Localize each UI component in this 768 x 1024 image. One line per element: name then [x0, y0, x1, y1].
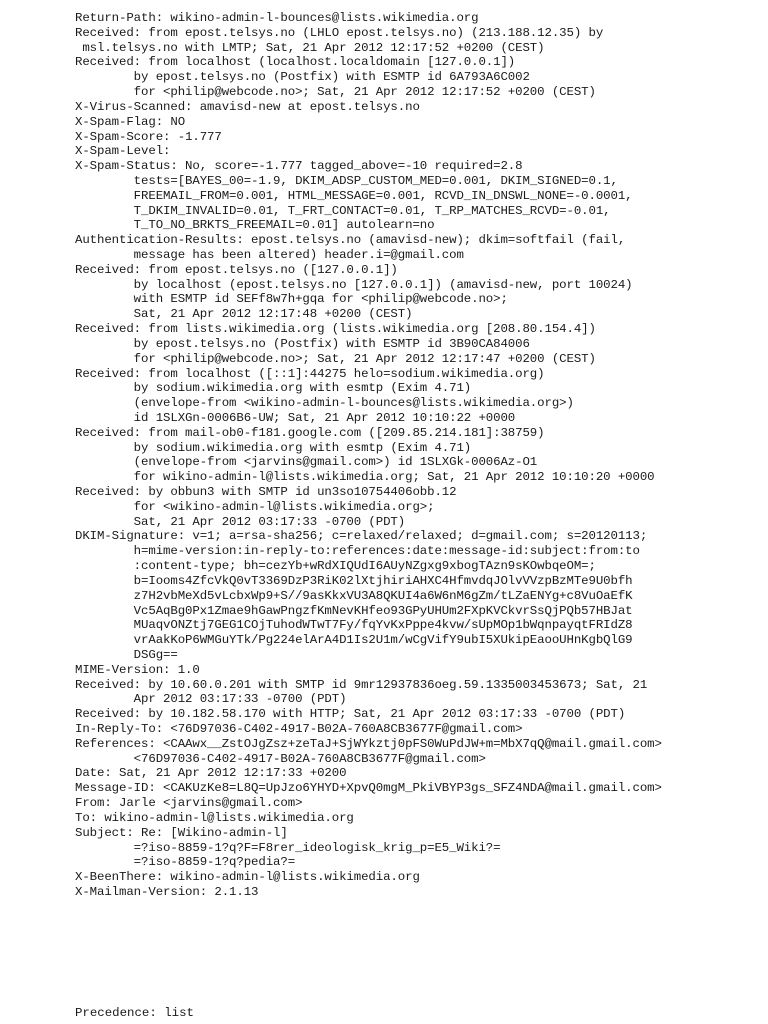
header-line: by sodium.wikimedia.org with esmtp (Exim 4.71): [75, 440, 472, 455]
header-line: tests=[BAYES_00=-1.9, DKIM_ADSP_CUSTOM_MED=0.001, DKIM_SIGNED=0.1,: [75, 173, 618, 188]
header-line: with ESMTP id SEFf8w7h+gqa for <philip@webcode.no>;: [75, 292, 508, 307]
header-line: Vc5AqBg0Px1Zmae9hGawPngzfKmNevKHfeo93GPyUHUm2FXpKVCkvrSsQjPQb57HBJat: [75, 603, 633, 618]
header-line: <76D97036-C402-4917-B02A-760A8CB3677F@gmail.com>: [75, 751, 486, 766]
header-line: FREEMAIL_FROM=0.001, HTML_MESSAGE=0.001, RCVD_IN_DNSWL_NONE=-0.0001,: [75, 188, 633, 203]
header-line: message has been altered) header.i=@gmail.com: [75, 248, 464, 262]
header-line: =?iso-8859-1?q?F=F8rer_ideologisk_krig_p=E5_Wiki?=: [75, 840, 501, 855]
header-line: Sat, 21 Apr 2012 12:17:48 +0200 (CEST): [75, 307, 413, 322]
header-line: Received: from mail-ob0-f181.google.com ([209.85.214.181]:38759): [75, 425, 545, 440]
header-line: Authentication-Results: epost.telsys.no (amavisd-new); dkim=softfail (fail,: [75, 233, 626, 248]
header-line: (envelope-from <jarvins@gmail.com>) id 1SLXGk-0006Az-O1: [75, 455, 538, 470]
header-line: MUaqvONZtj7GEG1COjTuhodWTwT7Fy/fqYvKxPppe4kvw/sUpMOp1bWqnpayqtFRIdZ8: [75, 618, 633, 633]
header-line: Received: by obbun3 with SMTP id un3so10754406obb.12: [75, 485, 457, 499]
header-line: Received: from lists.wikimedia.org (lists.wikimedia.org [208.80.154.4]): [75, 322, 596, 337]
header-line: X-Spam-Status: No, score=-1.777 tagged_above=-10 required=2.8: [75, 159, 523, 174]
header-line: Sat, 21 Apr 2012 03:17:33 -0700 (PDT): [75, 514, 406, 529]
header-line: X-Mailman-Version: 2.1.13: [75, 884, 259, 899]
email-headers-document: [75, 11, 765, 900]
header-line: MIME-Version: 1.0: [75, 662, 200, 677]
header-line: h=mime-version:in-reply-to:references:date:message-id:subject:from:to: [75, 544, 640, 559]
header-line: X-Virus-Scanned: amavisd-new at epost.telsys.no: [75, 99, 420, 114]
precedence-header-line: Precedence: list: [75, 1006, 194, 1020]
header-line: z7H2vbMeXd5vLcbxWp9+S//9asKkxVU3A8QKUI4a6W6nM6gZm/tLZaENYg+c8VuOaEfK: [75, 588, 633, 603]
header-line: =?iso-8859-1?q?pedia?=: [75, 855, 296, 870]
header-line: DSGg==: [75, 647, 178, 662]
header-line: Received: from localhost ([::1]:44275 helo=sodium.wikimedia.org): [75, 366, 545, 381]
header-line: X-Spam-Score: -1.777: [75, 129, 222, 144]
header-line: (envelope-from <wikino-admin-l-bounces@lists.wikimedia.org>): [75, 396, 574, 411]
header-line: Message-ID: <CAKUzKe8=L8Q=UpJzo6YHYD+XpvQ0mgM_PkiVBYP3gs_SFZ4NDA@mail.gmail.com>: [75, 781, 662, 796]
header-line: DKIM-Signature: v=1; a=rsa-sha256; c=relaxed/relaxed; d=gmail.com; s=20120113;: [75, 529, 648, 544]
header-line: T_DKIM_INVALID=0.01, T_FRT_CONTACT=0.01, T_RP_MATCHES_RCVD=-0.01,: [75, 203, 611, 218]
header-line: Date: Sat, 21 Apr 2012 12:17:33 +0200: [75, 766, 347, 781]
header-line: Received: from localhost (localhost.localdomain [127.0.0.1]): [75, 55, 516, 70]
header-line: for <philip@webcode.no>; Sat, 21 Apr 2012 12:17:52 +0200 (CEST): [75, 85, 596, 100]
header-line: Subject: Re: [Wikino-admin-l]: [75, 825, 288, 840]
header-line: References: <CAAwx__ZstOJgZsz+zeTaJ+SjWYkztj0pFS0WuPdJW+m=MbX7qQ@mail.gmail.com>: [75, 736, 662, 751]
header-line: X-BeenThere: wikino-admin-l@lists.wikimedia.org: [75, 870, 420, 885]
header-line: b=Iooms4ZfcVkQ0vT3369DzP3RiK02lXtjhiriAHXC4HfmvdqJOlvVVzpBzMTe9U0bfh: [75, 573, 633, 588]
header-line: X-Spam-Flag: NO: [75, 114, 186, 129]
header-line: by epost.telsys.no (Postfix) with ESMTP id 6A793A6C002: [75, 70, 530, 85]
header-line: Received: from epost.telsys.no ([127.0.0.1]): [75, 262, 398, 277]
header-line: T_TO_NO_BRKTS_FREEMAIL=0.01] autolearn=no: [75, 218, 435, 233]
header-line: X-Spam-Level:: [75, 144, 171, 159]
header-line: To: wikino-admin-l@lists.wikimedia.org: [75, 810, 354, 825]
header-line: by localhost (epost.telsys.no [127.0.0.1]) (amavisd-new, port 10024): [75, 277, 633, 292]
header-line: for <philip@webcode.no>; Sat, 21 Apr 2012 12:17:47 +0200 (CEST): [75, 351, 596, 366]
header-line: Received: from epost.telsys.no (LHLO epost.telsys.no) (213.188.12.35) by: [75, 25, 604, 40]
header-line: vrAakKoP6WMGuYTk/Pg224elArA4D1Is2U1m/wCgVifY9ubI5XUkipEaooUHnKgbQlG9: [75, 633, 633, 648]
header-line: Apr 2012 03:17:33 -0700 (PDT): [75, 692, 347, 707]
header-line: :content-type; bh=cezYb+wRdXIQUdI6AUyNZgxg9xbogTAzn9sKOwbqeOM=;: [75, 559, 596, 574]
header-line: for wikino-admin-l@lists.wikimedia.org; Sat, 21 Apr 2012 10:10:20 +0000: [75, 470, 655, 485]
header-line: for <wikino-admin-l@lists.wikimedia.org>;: [75, 499, 435, 514]
header-line: Received: by 10.182.58.170 with HTTP; Sat, 21 Apr 2012 03:17:33 -0700 (PDT): [75, 707, 626, 722]
header-line: Received: by 10.60.0.201 with SMTP id 9mr12937836oeg.59.1335003453673; Sat, 21: [75, 677, 648, 692]
header-line: From: Jarle <jarvins@gmail.com>: [75, 796, 303, 811]
header-line: by sodium.wikimedia.org with esmtp (Exim 4.71): [75, 381, 472, 396]
header-line: id 1SLXGn-0006B6-UW; Sat, 21 Apr 2012 10:10:22 +0000: [75, 410, 516, 425]
header-line: msl.telsys.no with LMTP; Sat, 21 Apr 2012 12:17:52 +0200 (CEST): [75, 40, 545, 55]
header-line: Return-Path: wikino-admin-l-bounces@lists.wikimedia.org: [75, 11, 479, 25]
header-line: In-Reply-To: <76D97036-C402-4917-B02A-760A8CB3677F@gmail.com>: [75, 722, 523, 736]
header-line: by epost.telsys.no (Postfix) with ESMTP id 3B90CA84006: [75, 336, 530, 351]
